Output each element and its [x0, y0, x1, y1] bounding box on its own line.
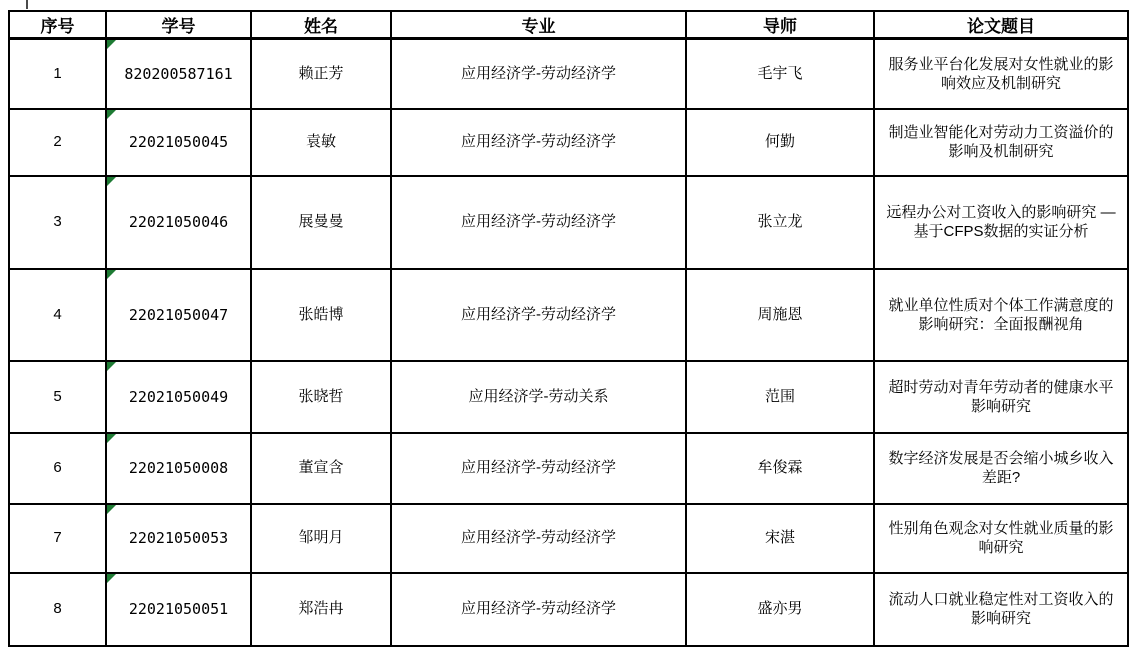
header-row: [9, 11, 1128, 39]
header-cell-index[interactable]: 序号: [9, 11, 106, 39]
cell-major[interactable]: 应用经济学-劳动经济学: [391, 573, 686, 646]
cell-student-id[interactable]: [106, 176, 251, 269]
error-indicator-icon: [107, 270, 116, 279]
table-row: [9, 361, 1128, 433]
cell-major[interactable]: 应用经济学-劳动经济学: [391, 433, 686, 504]
cell-thesis-title[interactable]: 就业单位性质对个体工作满意度的影响研究：全面报酬视角: [874, 269, 1128, 361]
cell-advisor[interactable]: 周施恩: [686, 269, 874, 361]
cell-student-id[interactable]: [106, 39, 251, 109]
student-id-text: 22021050008: [128, 459, 229, 477]
cell-name[interactable]: 郑浩冉: [251, 573, 391, 646]
cell-index[interactable]: 8: [9, 573, 106, 646]
table-row: [9, 573, 1128, 646]
cell-thesis-title[interactable]: 性别角色观念对女性就业质量的影响研究: [874, 504, 1128, 573]
cell-index[interactable]: 1: [9, 39, 106, 109]
student-id-text: 22021050047: [128, 305, 229, 324]
header-cell-name[interactable]: 姓名: [251, 11, 391, 39]
cell-name[interactable]: 董宣含: [251, 433, 391, 504]
cell-major[interactable]: 应用经济学-劳动经济学: [391, 109, 686, 176]
error-indicator-icon: [107, 177, 116, 186]
cell-thesis-title[interactable]: 远程办公对工资收入的影响研究 —基于CFPS数据的实证分析: [874, 176, 1128, 269]
cell-name[interactable]: 邹明月: [251, 504, 391, 573]
cell-major[interactable]: 应用经济学-劳动经济学: [391, 39, 686, 109]
cell-student-id[interactable]: [106, 433, 251, 504]
cell-major[interactable]: 应用经济学-劳动经济学: [391, 269, 686, 361]
student-id-text: 22021050053: [128, 529, 229, 547]
error-indicator-icon: [107, 434, 116, 443]
table-row: [9, 109, 1128, 176]
student-id-text: 22021050049: [128, 387, 229, 406]
cell-major[interactable]: 应用经济学-劳动经济学: [391, 504, 686, 573]
cell-name[interactable]: 张晓哲: [251, 361, 391, 433]
student-id-text: 820200587161: [124, 64, 233, 83]
cell-name[interactable]: 赖正芳: [251, 39, 391, 109]
error-indicator-icon: [107, 574, 116, 583]
table-row: [9, 269, 1128, 361]
cell-advisor[interactable]: 盛亦男: [686, 573, 874, 646]
header-cell-thesis-title[interactable]: 论文题目: [874, 11, 1128, 39]
error-indicator-icon: [107, 505, 116, 514]
header-cell-student-id[interactable]: 学号: [106, 11, 251, 39]
cell-index[interactable]: 4: [9, 269, 106, 361]
cell-index[interactable]: 7: [9, 504, 106, 573]
cell-thesis-title[interactable]: 超时劳动对青年劳动者的健康水平影响研究: [874, 361, 1128, 433]
table-row: [9, 433, 1128, 504]
cell-index[interactable]: 3: [9, 176, 106, 269]
header-cell-advisor[interactable]: 导师: [686, 11, 874, 39]
cell-student-id[interactable]: [106, 504, 251, 573]
cell-thesis-title[interactable]: 服务业平台化发展对女性就业的影响效应及机制研究: [874, 39, 1128, 109]
thesis-table: [8, 10, 1129, 647]
header-cell-major[interactable]: 专业: [391, 11, 686, 39]
grid-remnant-tick: [26, 0, 28, 9]
cell-name[interactable]: 展曼曼: [251, 176, 391, 269]
cell-advisor[interactable]: 范围: [686, 361, 874, 433]
cell-thesis-title[interactable]: 制造业智能化对劳动力工资溢价的影响及机制研究: [874, 109, 1128, 176]
error-indicator-icon: [107, 40, 116, 49]
cell-major[interactable]: 应用经济学-劳动经济学: [391, 176, 686, 269]
cell-student-id[interactable]: [106, 573, 251, 646]
cell-thesis-title[interactable]: 流动人口就业稳定性对工资收入的影响研究: [874, 573, 1128, 646]
error-indicator-icon: [107, 110, 116, 119]
cell-name[interactable]: 张皓博: [251, 269, 391, 361]
cell-name[interactable]: 袁敏: [251, 109, 391, 176]
cell-advisor[interactable]: 张立龙: [686, 176, 874, 269]
cell-advisor[interactable]: 何勤: [686, 109, 874, 176]
cell-index[interactable]: 6: [9, 433, 106, 504]
cell-thesis-title[interactable]: 数字经济发展是否会缩小城乡收入差距?: [874, 433, 1128, 504]
cell-advisor[interactable]: 牟俊霖: [686, 433, 874, 504]
student-id-text: 22021050046: [128, 213, 229, 231]
error-indicator-icon: [107, 362, 116, 371]
cell-student-id[interactable]: [106, 269, 251, 361]
student-id-text: 22021050045: [128, 133, 229, 151]
cell-advisor[interactable]: 毛宇飞: [686, 39, 874, 109]
cell-major[interactable]: 应用经济学-劳动关系: [391, 361, 686, 433]
cell-advisor[interactable]: 宋湛: [686, 504, 874, 573]
table-row: [9, 176, 1128, 269]
student-id-text: 22021050051: [128, 600, 229, 618]
table-row: [9, 39, 1128, 109]
table-row: [9, 504, 1128, 573]
cell-index[interactable]: 5: [9, 361, 106, 433]
cell-index[interactable]: 2: [9, 109, 106, 176]
cell-student-id[interactable]: [106, 361, 251, 433]
cell-student-id[interactable]: [106, 109, 251, 176]
